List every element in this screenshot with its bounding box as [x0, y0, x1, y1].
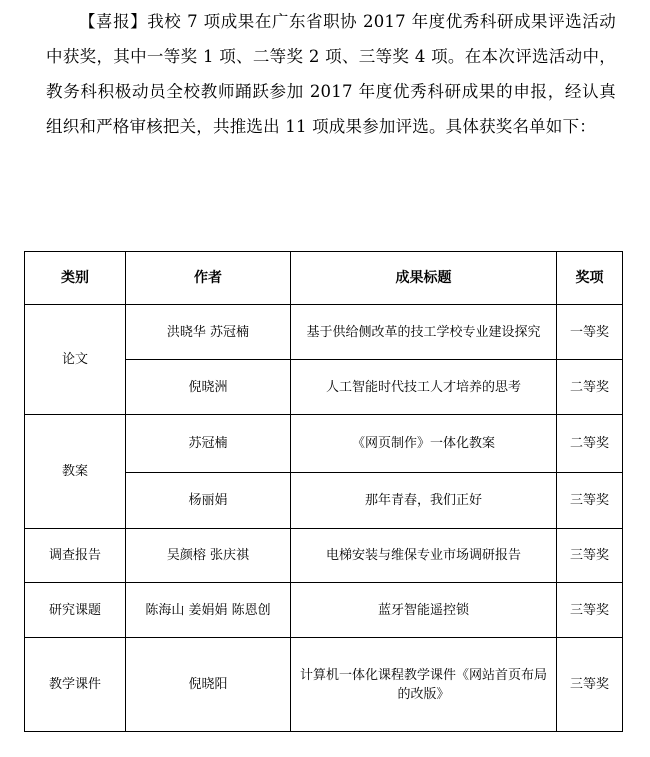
- title-cell: 蓝牙智能遥控锁: [291, 583, 557, 638]
- category-cell: 教学课件: [25, 638, 126, 732]
- table-header-row: [25, 252, 623, 305]
- award-cell: 二等奖: [557, 415, 623, 473]
- award-cell: 二等奖: [557, 360, 623, 415]
- author-cell: 杨丽娟: [126, 473, 291, 529]
- header-category: 类别: [25, 252, 126, 305]
- table-row: [25, 638, 623, 732]
- award-cell: 三等奖: [557, 583, 623, 638]
- award-cell: 三等奖: [557, 638, 623, 732]
- header-award: 奖项: [557, 252, 623, 305]
- title-cell: 电梯安装与维保专业市场调研报告: [291, 529, 557, 583]
- awards-table: [24, 251, 623, 732]
- category-cell: 论文: [25, 305, 126, 415]
- author-cell: 倪晓洲: [126, 360, 291, 415]
- category-cell: 教案: [25, 415, 126, 529]
- announcement-paragraph: 【喜报】我校 7 项成果在广东省职协 2017 年度优秀科研成果评选活动中获奖，其中一等奖 1 项、二等奖 2 项、三等奖 4 项。在本次评选活动中，教务科积极动员全校教师踊跃参加 2017 年度优秀科研成果的申报，经认真组织和严格审核把关，共推选出 11 项成果参加评选。具体获奖名单如下：: [46, 12, 616, 136]
- title-cell: 基于供给侧改革的技工学校专业建设探究: [291, 305, 557, 360]
- header-author: 作者: [126, 252, 291, 305]
- header-title: 成果标题: [291, 252, 557, 305]
- author-cell: 倪晓阳: [126, 638, 291, 732]
- table-row: [25, 415, 623, 473]
- title-cell: 那年青春，我们正好: [291, 473, 557, 529]
- table-row: [25, 529, 623, 583]
- category-cell: 研究课题: [25, 583, 126, 638]
- author-cell: 陈海山 姜娟娟 陈恩创: [126, 583, 291, 638]
- award-cell: 一等奖: [557, 305, 623, 360]
- category-cell: 调查报告: [25, 529, 126, 583]
- table-row: [25, 583, 623, 638]
- title-cell: 人工智能时代技工人才培养的思考: [291, 360, 557, 415]
- author-cell: 吴颜榕 张庆祺: [126, 529, 291, 583]
- author-cell: 苏冠楠: [126, 415, 291, 473]
- table-row: [25, 305, 623, 360]
- title-cell: 《网页制作》一体化教案: [291, 415, 557, 473]
- author-cell: 洪晓华 苏冠楠: [126, 305, 291, 360]
- title-cell: 计算机一体化课程教学课件《网站首页布局的改版》: [291, 638, 557, 732]
- award-cell: 三等奖: [557, 529, 623, 583]
- award-cell: 三等奖: [557, 473, 623, 529]
